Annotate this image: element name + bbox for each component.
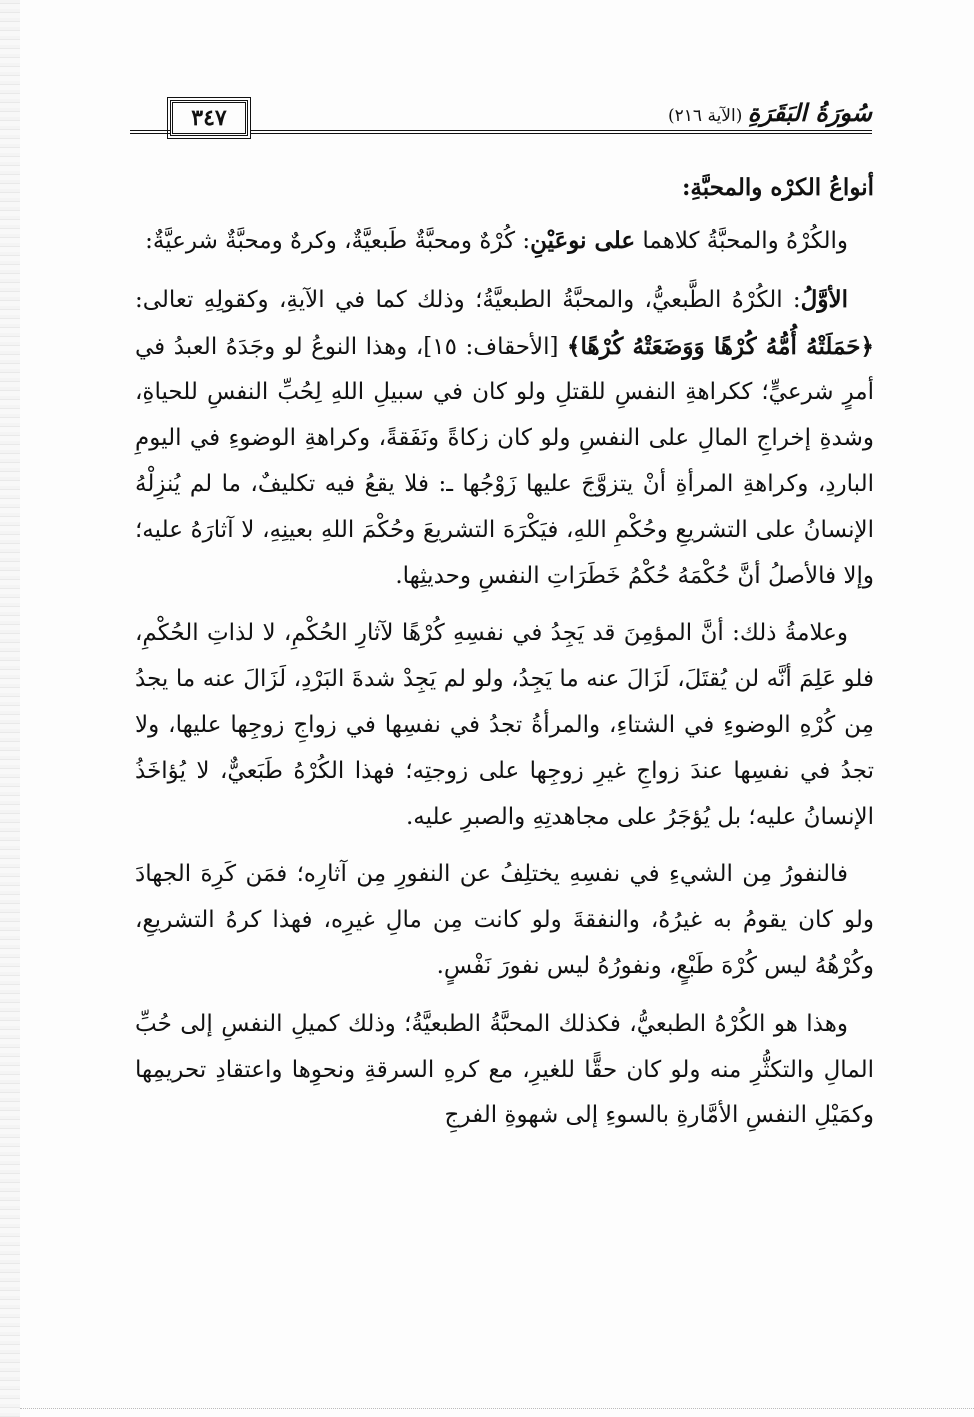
page-number: ٣٤٧ [170,100,248,136]
section-heading: أنواعُ الكرْه والمحبَّةِ: [681,174,874,201]
paragraph-1 [135,218,874,265]
scan-edge-bottom [20,1408,974,1417]
p2-text-b: [الأحقاف: ١٥]، وهذا النوعُ لو وجَدَهُ العبدُ في أمرٍ شرعيٍّ؛ ككراهةِ النفسِ للقتلِ ولو كان في سبيلِ اللهِ لِحُبِّ النفسِ للحياةِ، وشدةِ إخراجِ المالِ على النفسِ ولو كان زكاةً ونَفَقةً، وكراهةِ الوضوءِ في اليومِ الباردِ، وكراهةِ المرأةِ أنْ يتزوَّجَ عليها زَوْجُها ـ: فلا يقعُ فيه تكليفٌ، ما لم يُنزِلْهُ الإنسانُ على التشريعِ وحُكْمِ اللهِ، فيَكْرَهَ التشريعَ وحُكْمَ اللهِ بعينِهِ، لا آثارَهُ عليه؛ وإلا فالأصلُ أنَّ حُكْمَهُ حُكْمُ خَطَرَاتِ النفسِ وحديثِها. [135,333,874,589]
header-rule [250,130,872,134]
p2-text-a: : الكُرْهُ الطَّبعيُّ، والمحبَّةُ الطبعيَّةُ؛ وذلك كما في الآيةِ، وكقولِهِ تعالى: [135,286,801,313]
quran-verse: ﴿حَمَلَتْهُ أُمُّهُ كُرْهًا وَوَضَعَتْهُ كُرْهًا﴾ [567,332,875,360]
verse-reference: (الآية ٢١٦) [668,106,743,126]
running-title [668,98,872,127]
scan-edge [0,0,20,1417]
page-body [135,165,874,1151]
paragraph-3: وعلامةُ ذلك: أنَّ المؤمِنَ قد يَجِدُ في نفسِهِ كُرْهًا لآثارِ الحُكْمِ، لا لذاتِ الحُكْمِ، فلو عَلِمَ أنَّه لن يُقتَلَ، لَزَالَ عنه ما يَجِدُ، ولو لم يَجِدْ شدةَ البَرْدِ، لَزَالَ عنه ما يجدُ مِن كُرْهِ الوضوءِ في الشتاءِ، والمرأةُ تجدُ في نفسِها في زواجِ زوجِها عليها، ولا تجدُ في نفسِها عندَ زواجِ غيرِ زوجِها على زوجتِه؛ فهذا الكُرْهُ طَبَعيٌّ، لا يُؤاخَذُ الإنسانُ عليه؛ بل يُؤجَرُ على مجاهدتِهِ والصبرِ عليه. [135,620,874,830]
p1-bold: على نوعَيْنِ [530,227,636,254]
paragraph-5: وهذا هو الكُرْهُ الطبعيُّ، فكذلك المحبَّةُ الطبعيَّةُ؛ وذلك كميلِ النفسِ إلى حُبِّ المالِ والتكثُّرِ منه ولو كان حقًّا للغيرِ، مع كرهِ السرقةِ ونحوِها واعتقادِ تحريمِها وكمَيْلِ النفسِ الأمَّارةِ بالسوءِ إلى شهوةِ الفرجِ [135,1010,874,1129]
surah-title: سُورَةُ البَقَرَةِ [747,98,872,127]
paragraph-4: فالنفورُ مِن الشيءِ في نفسِهِ يختلِفُ عن النفورِ مِن آثارِه؛ فمَن كَرِهَ الجهادَ ولو كان يقومُ به غيرُهُ، والنفقةَ ولو كانت مِن مالِ غيرِه، فهذا كرهُ التشريعِ، وكُرْهُهُ ليس كُرْهَ طَبْعٍ، ونفورُهُ ليس نفورَ نَفْسٍ. [135,861,874,979]
p1-text-c: : كُرْهٌ ومحبَّةٌ طَبعيَّةٌ، وكرهٌ ومحبَّةٌ شرعيَّةٌ: [145,228,531,254]
header-rule-left [130,130,170,134]
paragraph-2 [135,277,874,600]
p2-lead: الأوَّلُ [800,285,848,313]
p1-text-a: والكُرْهُ والمحبَّةُ كلاهما [635,228,848,254]
